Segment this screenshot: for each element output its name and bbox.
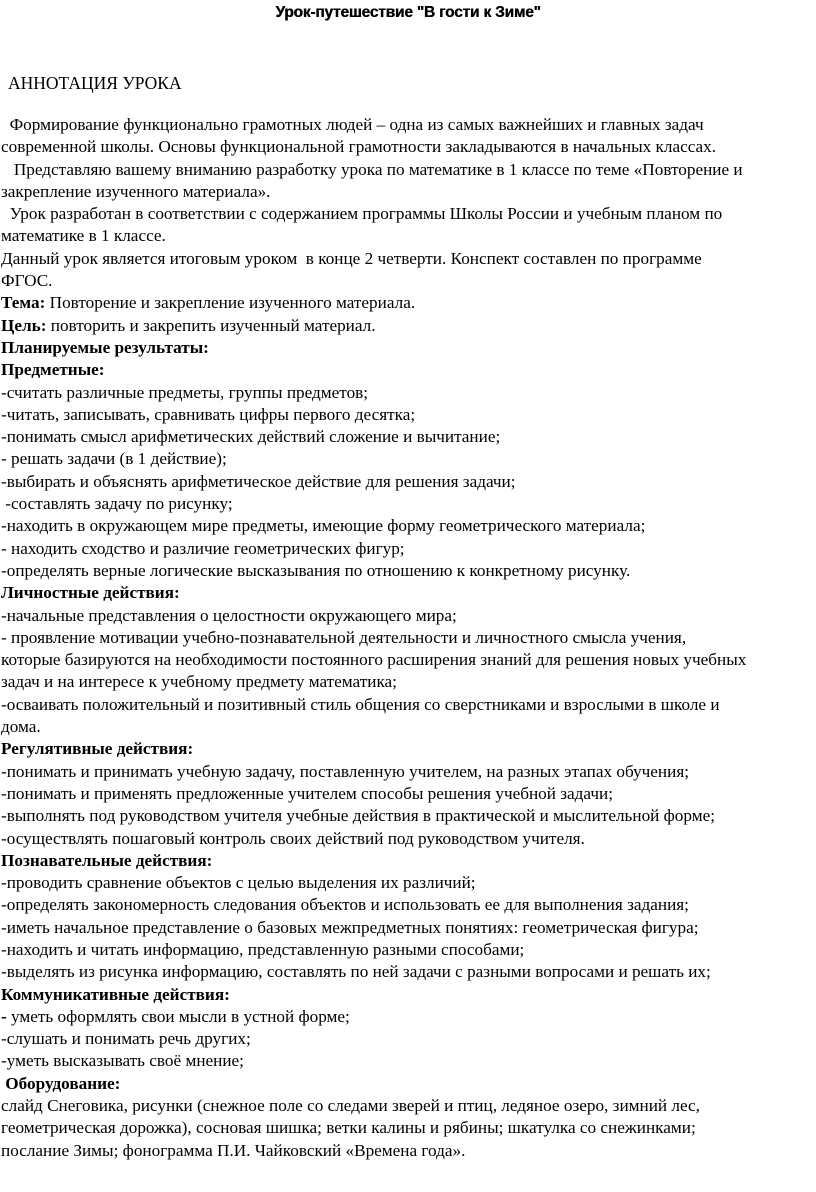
theme-line <box>1 292 816 314</box>
intro-line: математике в 1 классе. <box>1 226 166 246</box>
cognitive-actions-heading: Познавательные действия: <box>1 850 213 870</box>
subject-item: -составлять задачу по рисунку; <box>1 494 233 514</box>
equipment-line: геометрическая дорожка), сосновая шишка; ветки калины и рябины; шкатулка со снежинками; <box>1 1118 696 1138</box>
intro-line: современной школы. Основы функциональной грамотности закладываются в начальных классах. <box>1 137 717 157</box>
annotation-heading: АННОТАЦИЯ УРОКА <box>8 73 182 93</box>
subject-item: -понимать смысл арифметических действий сложение и вычитание; <box>1 427 501 447</box>
regulatory-item: -выполнять под руководством учителя учебные действия в практической и мыслительной форме; <box>1 806 716 826</box>
intro-line: Представляю вашему вниманию разработку урока по математике в 1 классе по теме «Повторение и <box>1 159 743 179</box>
subject-results-heading: Предметные: <box>1 360 105 380</box>
intro-line: Данный урок является итоговым уроком в конце 2 четверти. Конспект составлен по программе <box>1 248 702 268</box>
subject-item: -считать различные предметы, группы предметов; <box>1 382 369 402</box>
intro-line: Урок разработан в соответствии с содержанием программы Школы России и учебным планом по <box>1 204 723 224</box>
theme-text: Повторение и закрепление изученного материала. <box>45 293 416 313</box>
document-body <box>1 114 816 1162</box>
cognitive-item: -проводить сравнение объектов с целью выделения их различий; <box>1 873 476 893</box>
document-title: Урок-путешествие "В гости к Зиме" <box>275 4 541 21</box>
subject-item: -определять верные логические высказывания по отношению к конкретному рисунку. <box>1 560 631 580</box>
communicative-dash: - <box>1 1006 7 1026</box>
goal-line <box>1 315 816 337</box>
intro-line: Формирование функционально грамотных людей – одна из самых важнейших и главных задач <box>1 115 704 134</box>
regulatory-item: -понимать и применять предложенные учителем способы решения учебной задачи; <box>1 783 613 803</box>
intro-line: ФГОС. <box>1 271 53 291</box>
subject-item: -читать, записывать, сравнивать цифры первого десятка; <box>1 404 416 424</box>
equipment-line: слайд Снеговика, рисунки (снежное поле со следами зверей и птиц, ледяное озеро, зимний лес, <box>1 1096 700 1116</box>
cognitive-item: -иметь начальное представление о базовых межпредметных понятиях: геометрическая фигура; <box>1 917 699 937</box>
personal-item: задач и на интересе к учебному предмету математика; <box>1 672 397 692</box>
regulatory-item: -осуществлять пошаговый контроль своих действий под руководством учителя. <box>1 828 585 848</box>
intro-line: закрепление изученного материала». <box>1 181 271 201</box>
personal-item: - проявление мотивации учебно-познавательной деятельности и личностного смысла учения, <box>1 627 687 647</box>
cognitive-item: -находить и читать информацию, представленную разными способами; <box>1 939 525 959</box>
communicative-item: -слушать и понимать речь других; <box>1 1029 251 1049</box>
personal-item: -осваивать положительный и позитивный стиль общения со сверстниками и взрослыми в школе и <box>1 694 720 714</box>
subject-item: -выбирать и объяснять арифметическое действие для решения задачи; <box>1 471 516 491</box>
communicative-actions-heading: Коммуникативные действия: <box>1 984 230 1004</box>
personal-item: дома. <box>1 717 41 737</box>
subject-item: - решать задачи (в 1 действие); <box>1 449 227 469</box>
personal-item: -начальные представления о целостности окружающего мира; <box>1 605 457 625</box>
regulatory-actions-heading: Регулятивные действия: <box>1 739 194 759</box>
personal-actions-heading: Личностные действия: <box>1 583 180 603</box>
goal-text: повторить и закрепить изученный материал. <box>46 315 376 335</box>
goal-label: Цель: <box>1 315 47 335</box>
cognitive-item: -определять закономерность следования объектов и использовать ее для выполнения задания; <box>1 895 689 915</box>
communicative-item <box>1 1006 816 1028</box>
planned-results-heading: Планируемые результаты: <box>1 337 209 357</box>
cognitive-item: -выделять из рисунка информацию, составлять по ней задачи с разными вопросами и решать их; <box>1 962 711 982</box>
subject-item: -находить в окружающем мире предметы, имеющие форму геометрического материала; <box>1 516 646 536</box>
equipment-line: послание Зимы; фонограмма П.И. Чайковский «Времена года». <box>1 1140 466 1160</box>
personal-item: которые базируются на необходимости постоянного расширения знаний для решения новых учебных <box>1 650 747 670</box>
communicative-item: -уметь высказывать своё мнение; <box>1 1051 244 1071</box>
subject-item: - находить сходство и различие геометрических фигур; <box>1 538 405 558</box>
equipment-heading: Оборудование: <box>1 1073 121 1093</box>
theme-label: Тема: <box>1 293 46 313</box>
communicative-item-text: уметь оформлять свои мысли в устной форме; <box>6 1006 350 1026</box>
regulatory-item: -понимать и принимать учебную задачу, поставленную учителем, на разных этапах обучения; <box>1 761 690 781</box>
